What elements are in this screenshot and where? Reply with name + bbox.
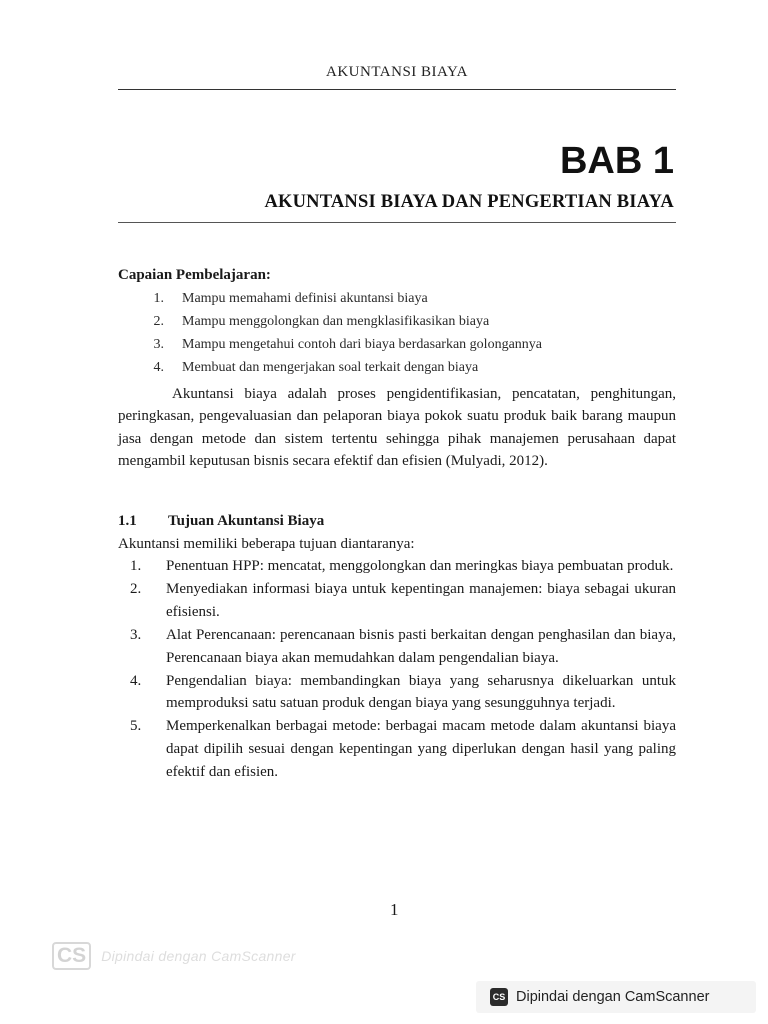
list-number: 4. <box>130 672 142 689</box>
list-number: 3. <box>153 336 164 352</box>
scanner-badge-text: Dipindai dengan CamScanner <box>516 989 710 1005</box>
list-number: 3. <box>130 626 142 643</box>
chapter-title: AKUNTANSI BIAYA DAN PENGERTIAN BIAYA <box>264 192 674 212</box>
aims-list <box>118 555 676 783</box>
page-number: 1 <box>390 900 399 919</box>
camscanner-watermark <box>52 942 296 970</box>
list-item <box>118 715 676 783</box>
list-number: 5. <box>130 718 142 735</box>
section-heading <box>118 510 676 533</box>
list-text: Membuat dan mengerjakan soal terkait dengan biaya <box>182 359 479 375</box>
list-item <box>118 555 676 578</box>
list-text: Mampu mengetahui contoh dari biaya berdasarkan golongannya <box>182 336 542 352</box>
list-item <box>118 670 676 715</box>
list-text: Mampu menggolongkan dan mengklasifikasikan biaya <box>182 313 490 329</box>
list-number: 1. <box>130 558 142 575</box>
list-item <box>118 624 676 669</box>
section-number: 1.1 <box>118 512 137 529</box>
list-text: Alat Perencanaan: perencanaan bisnis pasti berkaitan dengan penghasilan dan biaya, Perencanaan biaya akan memudahkan dalam pengendalian biaya. <box>166 626 676 666</box>
list-item <box>118 578 676 623</box>
scanner-badge <box>476 981 756 1013</box>
watermark-text: Dipindai dengan CamScanner <box>101 948 296 964</box>
title-rule <box>118 222 676 223</box>
list-number: 2. <box>130 581 142 598</box>
learning-outcomes-heading: Capaian Pembelajaran: <box>118 267 271 283</box>
running-header: AKUNTANSI BIAYA <box>325 64 468 80</box>
list-text: Mampu memahami definisi akuntansi biaya <box>182 290 428 306</box>
list-number: 2. <box>153 313 164 329</box>
list-text: Memperkenalkan berbagai metode: berbagai macam metode dalam akuntansi biaya dapat dipilih sesuai dengan kepentingan yang diperlukan dengan hasil yang paling efektif dan efisien. <box>166 718 676 780</box>
list-number: 4. <box>153 359 164 375</box>
page-content <box>118 264 676 784</box>
chapter-number: BAB 1 <box>559 140 674 182</box>
section-lead: Akuntansi memiliki beberapa tujuan diantaranya: <box>118 535 415 552</box>
list-item <box>118 310 676 333</box>
section-title: Tujuan Akuntansi Biaya <box>168 512 325 529</box>
list-item <box>118 287 676 310</box>
list-text: Pengendalian biaya: membandingkan biaya yang seharusnya dikeluarkan untuk memproduksi satu satuan produk dengan biaya yang sesungguhnya terjadi. <box>166 672 676 712</box>
list-item <box>118 356 676 379</box>
camscanner-icon: CS <box>490 988 508 1006</box>
list-number: 1. <box>153 290 164 306</box>
list-item <box>118 333 676 356</box>
list-text: Penentuan HPP: mencatat, menggolongkan dan meringkas biaya pembuatan produk. <box>166 558 674 575</box>
learning-outcomes-list <box>118 287 676 379</box>
intro-paragraph: Akuntansi biaya adalah proses pengidentifikasian, pencatatan, penghitungan, peringkasan, pengevaluasian dan pelaporan biaya pokok suatu produk baik barang maupun jasa dengan metode dan sistem tertentu sehingga pihak manajemen perusahaan dapat mengambil keputusan bisnis secara efektif dan efisien (Mulyadi, 2012). <box>118 385 676 470</box>
header-rule <box>118 89 676 90</box>
camscanner-logo-icon: CS <box>52 942 91 970</box>
list-text: Menyediakan informasi biaya untuk kepentingan manajemen: biaya sebagai ukuran efisiensi. <box>166 581 676 620</box>
